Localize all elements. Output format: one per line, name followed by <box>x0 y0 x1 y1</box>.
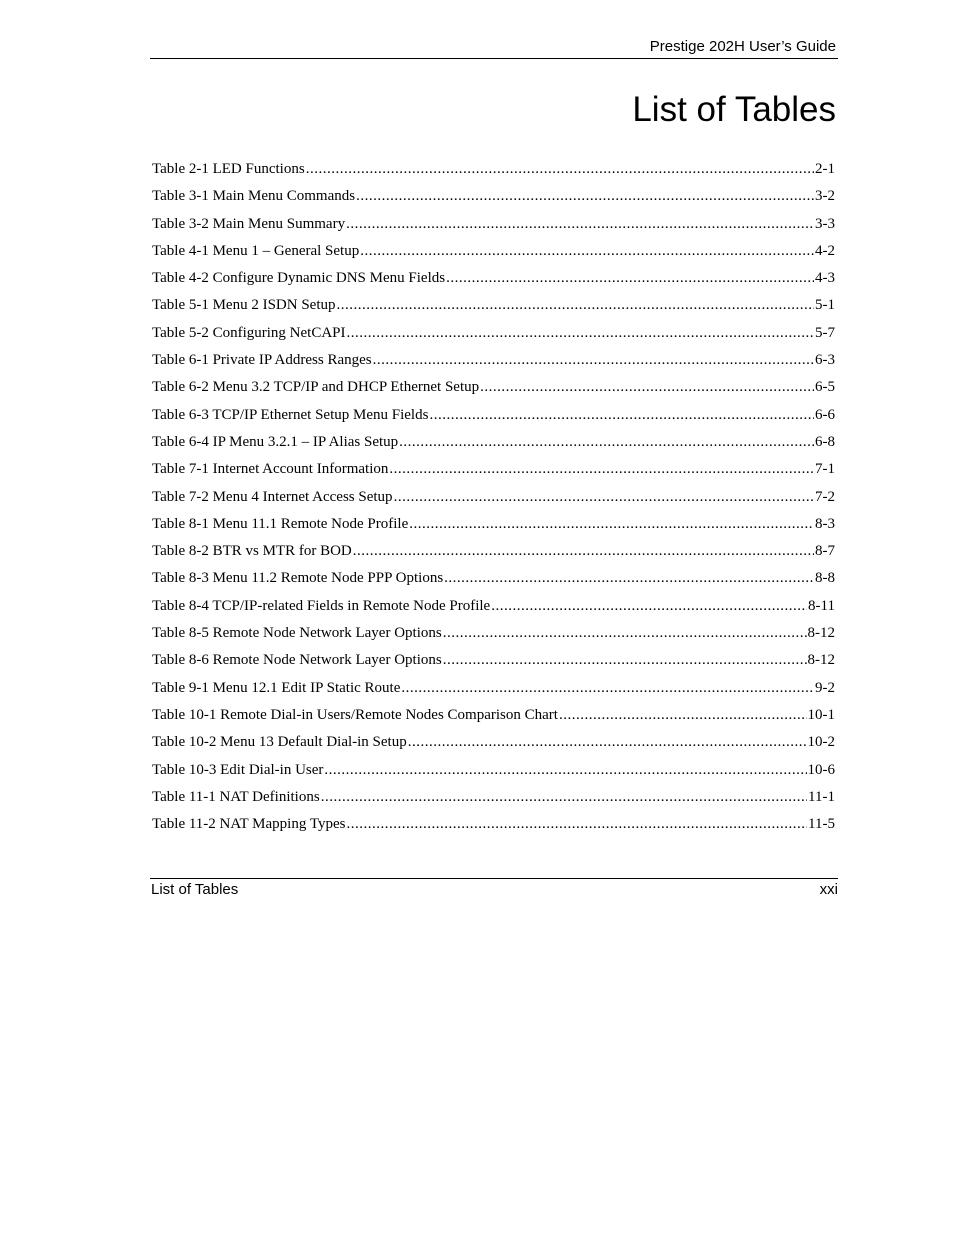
toc-entry[interactable] <box>152 487 835 514</box>
dot-leader <box>306 159 814 180</box>
toc-entry-page: 4-3 <box>815 270 835 287</box>
toc-entry-page: 11-5 <box>808 816 835 833</box>
toc-entry[interactable] <box>152 705 835 732</box>
toc-entry[interactable] <box>152 623 835 650</box>
dot-leader <box>373 350 814 371</box>
toc-entry-page: 7-1 <box>815 461 835 478</box>
toc-entry[interactable] <box>152 186 835 213</box>
toc-entry[interactable] <box>152 459 835 486</box>
toc-entry-title: Table 3-1 Main Menu Commands <box>152 188 356 205</box>
toc-entry[interactable] <box>152 678 835 705</box>
toc-entry-page: 5-1 <box>815 297 835 314</box>
dot-leader <box>491 596 807 617</box>
toc-entry[interactable] <box>152 295 835 322</box>
toc-entry[interactable] <box>152 377 835 404</box>
toc-entry-title: Table 5-2 Configuring NetCAPI <box>152 324 346 341</box>
toc-entry-title: Table 6-4 IP Menu 3.2.1 – IP Alias Setup <box>152 433 399 450</box>
dot-leader <box>401 678 814 699</box>
toc-entry-page: 4-2 <box>815 242 835 259</box>
toc-entry-title: Table 9-1 Menu 12.1 Edit IP Static Route <box>152 679 401 696</box>
toc-entry-page: 3-2 <box>815 188 835 205</box>
toc-entry[interactable] <box>152 650 835 677</box>
toc-entry[interactable] <box>152 596 835 623</box>
guide-title: Prestige 202H User’s Guide <box>649 38 836 55</box>
toc-entry-page: 6-6 <box>815 406 835 423</box>
toc-entry-title: Table 6-1 Private IP Address Ranges <box>152 352 372 369</box>
toc-entry-title: Table 10-3 Edit Dial-in User <box>152 761 324 778</box>
toc-entry-title: Table 7-1 Internet Account Information <box>152 461 389 478</box>
dot-leader <box>347 323 814 344</box>
page-footer <box>150 878 838 901</box>
toc-entry-title: Table 7-2 Menu 4 Internet Access Setup <box>152 488 393 505</box>
toc-entry-title: Table 11-2 NAT Mapping Types <box>152 816 346 833</box>
toc-entry-title: Table 3-2 Main Menu Summary <box>152 215 346 232</box>
toc-entry-page: 8-8 <box>815 570 835 587</box>
dot-leader <box>429 405 814 426</box>
toc-entry-title: Table 2-1 LED Functions <box>152 161 305 177</box>
footer-section-title: List of Tables <box>151 881 239 898</box>
toc-entry[interactable] <box>152 541 835 568</box>
toc-entry-page: 10-6 <box>807 761 835 778</box>
toc-entry-title: Table 8-4 TCP/IP-related Fields in Remote Node Profile <box>152 597 491 614</box>
toc-entry-page: 11-1 <box>808 788 835 805</box>
toc-entry-page: 9-2 <box>815 679 835 696</box>
toc-entry-title: Table 6-2 Menu 3.2 TCP/IP and DHCP Ethernet Setup <box>152 379 480 396</box>
toc-entry[interactable] <box>152 268 835 295</box>
dot-leader <box>443 623 807 644</box>
toc-entry-title: Table 8-1 Menu 11.1 Remote Node Profile <box>152 515 409 532</box>
toc-entry-title: Table 10-2 Menu 13 Default Dial-in Setup <box>152 734 407 751</box>
toc-entry[interactable] <box>152 241 835 268</box>
toc-entry[interactable] <box>152 432 835 459</box>
toc-entry-title: Table 11-1 NAT Definitions <box>152 788 320 805</box>
toc-entry-page: 8-12 <box>807 625 835 642</box>
toc-entry-title: Table 6-3 TCP/IP Ethernet Setup Menu Fields <box>152 406 429 423</box>
dot-leader <box>559 705 807 726</box>
toc-entry-page: 3-3 <box>815 215 835 232</box>
toc-entry-page: 8-7 <box>815 543 835 560</box>
page-title: List of Tables <box>632 90 836 129</box>
dot-leader <box>399 432 814 453</box>
table-of-tables <box>152 159 835 841</box>
toc-entry-title: Table 10-1 Remote Dial-in Users/Remote Nodes Comparison Chart <box>152 706 558 723</box>
toc-entry-title: Table 8-2 BTR vs MTR for BOD <box>152 543 352 560</box>
dot-leader <box>324 760 806 781</box>
toc-entry[interactable] <box>152 568 835 595</box>
dot-leader <box>444 568 814 589</box>
dot-leader <box>356 186 814 207</box>
page-header <box>150 36 838 59</box>
dot-leader <box>394 487 814 508</box>
dot-leader <box>443 650 807 671</box>
toc-entry-page: 10-2 <box>807 734 835 751</box>
footer-page-number: xxi <box>819 881 838 898</box>
toc-entry-page: 6-3 <box>815 352 835 369</box>
dot-leader <box>346 214 814 235</box>
dot-leader <box>337 295 814 316</box>
dot-leader <box>321 787 807 808</box>
toc-entry-page: 8-12 <box>807 652 835 669</box>
toc-entry[interactable] <box>152 350 835 377</box>
toc-entry-title: Table 8-6 Remote Node Network Layer Options <box>152 652 442 669</box>
dot-leader <box>480 377 814 398</box>
toc-entry-page: 5-7 <box>815 324 835 341</box>
toc-entry-title: Table 8-3 Menu 11.2 Remote Node PPP Options <box>152 570 444 587</box>
dot-leader <box>408 732 807 753</box>
toc-entry[interactable] <box>152 814 835 841</box>
toc-entry-page: 7-2 <box>815 488 835 505</box>
toc-entry[interactable] <box>152 514 835 541</box>
toc-entry-page: 8-3 <box>815 515 835 532</box>
toc-entry-page: 2-1 <box>815 161 835 177</box>
dot-leader <box>360 241 814 262</box>
toc-entry[interactable] <box>152 323 835 350</box>
dot-leader <box>346 814 807 835</box>
dot-leader <box>389 459 814 480</box>
toc-entry-page: 8-11 <box>808 597 835 614</box>
toc-entry-title: Table 4-1 Menu 1 – General Setup <box>152 242 360 259</box>
toc-entry-page: 10-1 <box>807 706 835 723</box>
toc-entry[interactable] <box>152 214 835 241</box>
toc-entry-title: Table 4-2 Configure Dynamic DNS Menu Fields <box>152 270 446 287</box>
toc-entry-title: Table 8-5 Remote Node Network Layer Options <box>152 625 442 642</box>
toc-entry[interactable] <box>152 732 835 759</box>
toc-entry[interactable] <box>152 787 835 814</box>
toc-entry-title: Table 5-1 Menu 2 ISDN Setup <box>152 297 336 314</box>
toc-entry[interactable] <box>152 159 835 186</box>
toc-entry-page: 6-8 <box>815 433 835 450</box>
toc-entry[interactable] <box>152 760 835 787</box>
toc-entry[interactable] <box>152 405 835 432</box>
dot-leader <box>409 514 814 535</box>
dot-leader <box>446 268 814 289</box>
dot-leader <box>353 541 814 562</box>
toc-entry-page: 6-5 <box>815 379 835 396</box>
